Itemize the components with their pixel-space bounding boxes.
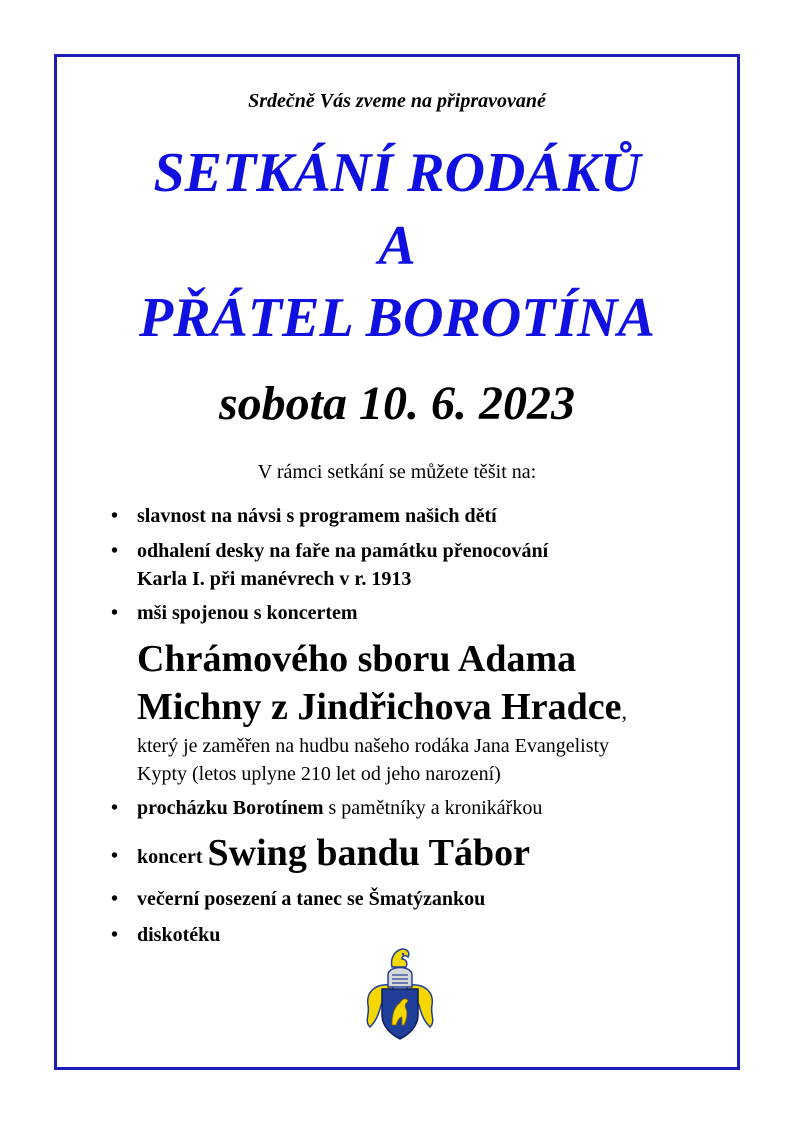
program-item xyxy=(111,794,717,822)
coat-of-arms-icon xyxy=(362,945,438,1041)
bullet-icon: • xyxy=(111,845,119,867)
program-item xyxy=(111,599,717,627)
program-item xyxy=(111,502,717,530)
bullet-icon: • xyxy=(111,924,119,946)
event-date: sobota 10. 6. 2023 xyxy=(218,377,575,430)
program-item-text-continued: Karla I. při manévrech v r. 1913 xyxy=(137,568,412,590)
invitation-intro: Srdečně Vás zveme na připravované xyxy=(248,90,546,112)
choir-description xyxy=(137,732,737,788)
program-item xyxy=(111,537,717,593)
choir-name-text: Michny z Jindřichova Hradce xyxy=(137,686,622,728)
program-item xyxy=(111,832,717,874)
program-item-text-bold: procházku Borotínem xyxy=(137,797,324,819)
bullet-icon: • xyxy=(111,888,119,910)
band-name: Swing bandu Tábor xyxy=(207,832,531,874)
program-item-text: večerní posezení a tanec se Šmatýzankou xyxy=(137,888,486,910)
program-item-text: koncert xyxy=(137,846,208,868)
program-item xyxy=(111,885,717,913)
choir-comma: , xyxy=(621,699,627,724)
choir-name-text: Chrámového sboru Adama xyxy=(137,638,577,680)
program-item-text: odhalení desky na faře na památku přenocování xyxy=(137,540,549,562)
program-item-text: s pamětníky a kronikářkou xyxy=(323,797,543,819)
event-title-line-1: SETKÁNÍ RODÁKŮ xyxy=(153,142,641,204)
bullet-icon: • xyxy=(111,505,119,527)
choir-description-line-1: který je zaměřen na hudbu našeho rodáka Jana Evangelisty xyxy=(137,735,610,757)
event-title-line-3: PŘÁTEL BOROTÍNA xyxy=(139,287,655,349)
bullet-icon: • xyxy=(111,540,119,562)
choir-description-line-2: Kypty (letos uplyne 210 let od jeho narození) xyxy=(137,763,501,785)
bullet-icon: • xyxy=(111,797,119,819)
bullet-icon: • xyxy=(111,602,119,624)
program-item-text: mši spojenou s koncertem xyxy=(137,602,358,624)
program-lead: V rámci setkání se můžete těšit na: xyxy=(257,461,537,483)
choir-name-line-2 xyxy=(137,683,737,736)
program-item-text: slavnost na návsi s programem našich dětí xyxy=(137,505,497,527)
choir-name-line-1 xyxy=(137,635,737,683)
event-title-line-2: A xyxy=(378,215,416,277)
program-item-text: diskotéku xyxy=(137,924,221,946)
